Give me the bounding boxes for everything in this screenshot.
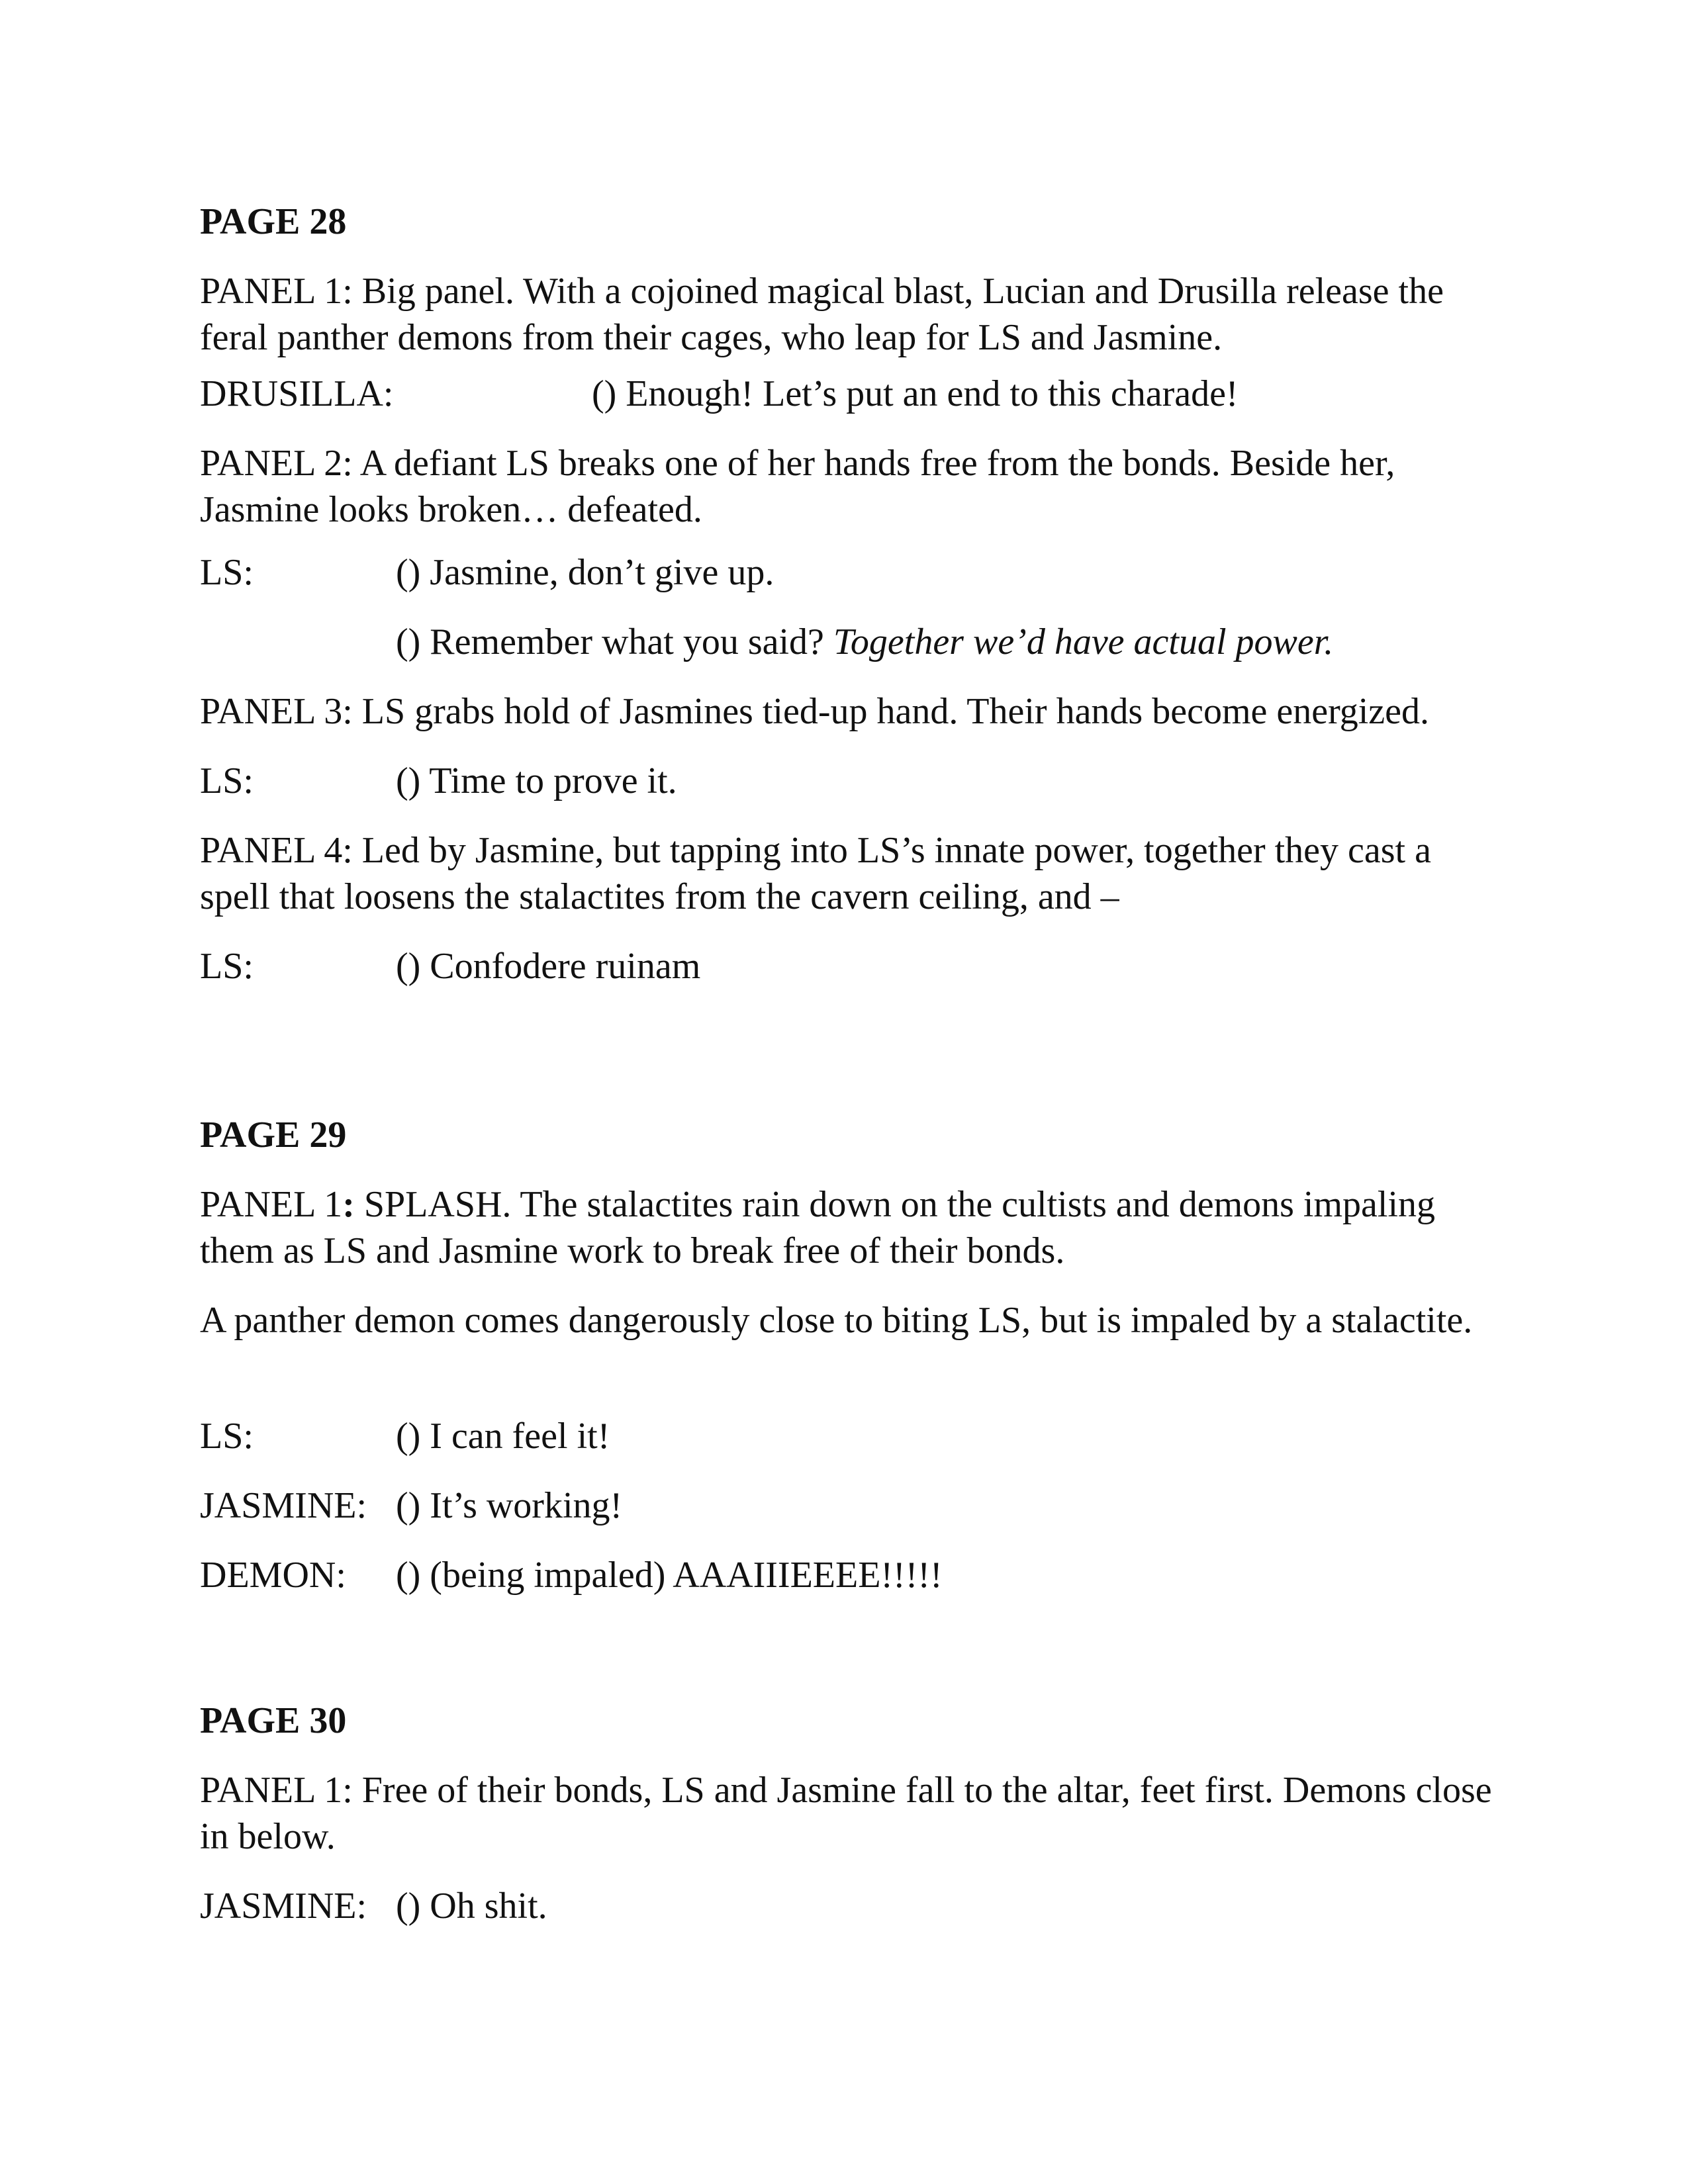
dialogue-text: () Confodere ruinam — [396, 946, 701, 987]
script-page — [200, 0, 1497, 2184]
dialogue-line — [200, 758, 1497, 804]
speaker-name: LS: — [200, 1416, 254, 1457]
page-heading: PAGE 29 — [200, 1115, 347, 1156]
dialogue-text: () Enough! Let’s put an end to this charade! — [592, 373, 1239, 414]
dialogue-plain: () Remember what you said? — [396, 621, 824, 662]
speaker-name: LS: — [200, 946, 254, 987]
dialogue-line — [200, 549, 1497, 596]
dialogue-text: () (being impaled) AAAIIIEEEE!!!!! — [396, 1555, 943, 1596]
dialogue-text: () Jasmine, don’t give up. — [396, 552, 774, 593]
dialogue-line — [200, 943, 1497, 989]
panel-description — [200, 1181, 1497, 1274]
panel-description: PANEL 4: Led by Jasmine, but tapping into LS’s innate power, together they cast a spell that loosens the stalactites from the cavern ceiling, and – — [200, 830, 1431, 917]
speaker-name: JASMINE: — [200, 1485, 367, 1526]
dialogue-line — [200, 619, 1497, 665]
panel-label: PANEL 1 — [200, 1184, 343, 1225]
page-heading: PAGE 28 — [200, 201, 347, 242]
dialogue-text: () It’s working! — [396, 1485, 623, 1526]
panel-description: PANEL 3: LS grabs hold of Jasmines tied-up hand. Their hands become energized. — [200, 691, 1429, 732]
panel-description: PANEL 1: Free of their bonds, LS and Jasmine fall to the altar, feet first. Demons close in below. — [200, 1770, 1492, 1857]
panel-description: PANEL 2: A defiant LS breaks one of her hands free from the bonds. Beside her, Jasmine looks broken… defeated. — [200, 443, 1395, 530]
speaker-name: DEMON: — [200, 1555, 346, 1596]
dialogue-text — [396, 619, 1333, 665]
speaker-name: JASMINE: — [200, 1886, 367, 1927]
dialogue-text: () Oh shit. — [396, 1886, 547, 1927]
page-heading: PAGE 30 — [200, 1700, 347, 1741]
speaker-name: LS: — [200, 552, 254, 593]
dialogue-text: () I can feel it! — [396, 1416, 610, 1457]
panel-colon: : — [342, 1184, 355, 1225]
dialogue-line — [200, 1552, 1497, 1598]
dialogue-line — [200, 1883, 1497, 1929]
dialogue-line — [200, 371, 1497, 417]
dialogue-italic: Together we’d have actual power. — [833, 621, 1334, 662]
dialogue-text: () Time to prove it. — [396, 760, 677, 801]
speaker-name: LS: — [200, 760, 254, 801]
action-description: A panther demon comes dangerously close to biting LS, but is impaled by a stalactite. — [200, 1300, 1473, 1341]
dialogue-line — [200, 1482, 1497, 1529]
speaker-name: DRUSILLA: — [200, 373, 394, 414]
panel-description: PANEL 1: Big panel. With a cojoined magical blast, Lucian and Drusilla release the feral panther demons from their cages, who leap for LS and Jasmine. — [200, 271, 1444, 358]
dialogue-line — [200, 1413, 1497, 1459]
panel-text: SPLASH. The stalactites rain down on the cultists and demons impaling them as LS and Jasmine work to break free of their bonds. — [200, 1184, 1436, 1271]
